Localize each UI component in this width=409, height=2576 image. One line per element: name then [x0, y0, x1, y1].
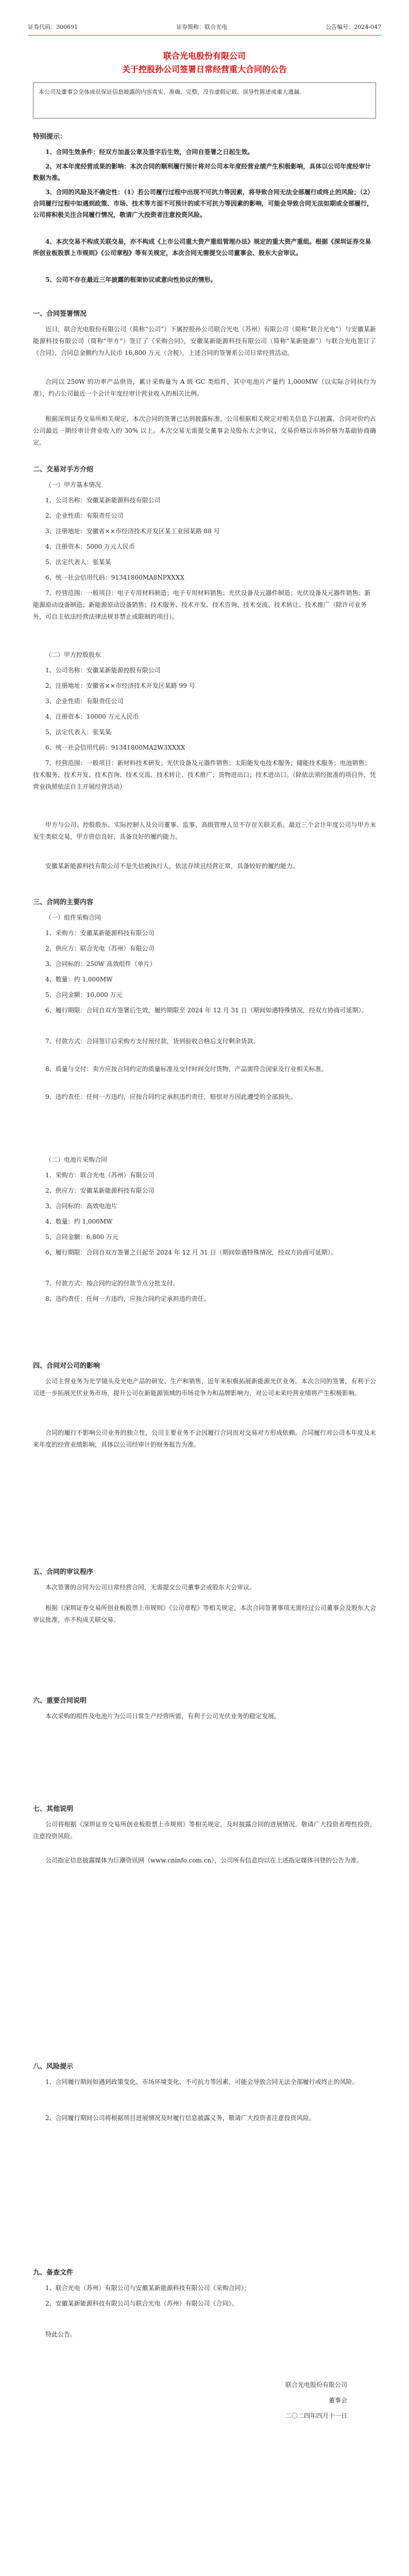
- section-title: 一、合同签署情况: [33, 310, 87, 318]
- paragraph: 根据《深圳证券交易所创业板股票上市规则》《公司章程》等相关规定，本次合同签署事项无需经过公司董事会及股东大会审议批准，亦不构成关联交易。: [33, 1604, 377, 1623]
- signature-date: 二〇二四年四月十一日: [285, 2412, 347, 2419]
- list-item: 3、合同标的：250W 高效组件（单片）: [45, 960, 156, 968]
- special-tip: 4、本次交易不构成关联交易，亦不构成《上市公司重大资产重组管理办法》规定的重大资产重组。根据《深圳证券交易所创业板股票上市规则》《公司章程》等有关规定，本次合同无需提交公司董事会、股东大会审议。: [33, 238, 371, 257]
- special-tip: 1、合同生效条件：经双方加盖公章及签字后生效，合同自签署之日起生效。: [45, 148, 254, 156]
- list-item: 8、质量与交付：卖方应按合同约定的质量标准及交付时间交付货物，产品需符合国家及行业相关标准。: [45, 1065, 328, 1073]
- paragraph: 根据深圳证券交易所相关规定，本次合同的签署已达到披露标准，公司根据相关规定对相关信息予以披露。合同对价约占公司最近一期经审计营业收入的 30% 以上。本次交易无需提交董事会及股东大会审议，交易价格以市场价格为基础协商确定。: [33, 415, 376, 446]
- section-title: 六、重要合同说明: [33, 1697, 87, 1705]
- list-item: 7、经营范围：一般项目：电子专用材料制造；电子专用材料销售；光伏设备及元器件制造；光伏设备及元器件销售；新能源原动设备制造；新能源原动设备销售；技术服务、技术开发、技术咨询、技术交流、技术转让、技术推广（除许可业务外，可自主依法经营法律法规非禁止或限制的项目）。: [33, 589, 371, 620]
- closing-text: 特此公告。: [45, 2331, 77, 2338]
- section-title: 八、风险提示: [33, 2063, 74, 2071]
- list-item: 7、付款方式：按合同约定的付款节点分批支付。: [45, 1280, 179, 1287]
- special-tip: 3、合同的风险及不确定性：（1）若公司履行过程中出现不可抗力等因素，将导致合同无法全部履行或终止的风险；（2）合同履行过程中如遇到政策、市场、技术等方面不可预计的或不可抗力等因素的影响，可能会导致合同无法如期或全部履行，公司将积极关注合同履行情况，敬请广大投资者注意投资风险。: [33, 189, 374, 218]
- list-item: 9、违约责任：任何一方违约，应按合同约定承担违约责任，赔偿对方因此遭受的全部损失。: [45, 1093, 297, 1100]
- paragraph: 安徽某新能源科技有限公司不是失信被执行人，依法存续且经营正常，具备较好的履约能力。: [45, 862, 299, 870]
- list-item: 3、企业性质：有限责任公司: [45, 698, 124, 705]
- paragraph: 本次采购的组件及电池片为公司日常生产经营所需，有利于公司光伏业务的稳定发展。: [45, 1713, 281, 1720]
- announcement-title: 关于控股孙公司签署日常经营重大合同的公告: [122, 64, 287, 74]
- list-item: 5、法定代表人：张某某: [45, 558, 111, 566]
- company-name: 联合光电股份有限公司: [163, 51, 246, 61]
- list-item: 2、企业性质：有限责任公司: [45, 512, 124, 519]
- list-item: 7、经营范围：一般项目：新材料技术研发；光伏设备及元器件销售；太阳能发电技术服务；储能技术服务；电池销售；技术服务、技术开发、技术咨询、技术交流、技术转让、技术推广；货物进出口；技术进出口。（除依法须经批准的项目外，凭营业执照依法自主开展经营活动）: [33, 759, 377, 790]
- paragraph: 近日，联合光电股份有限公司（简称“公司”）下属控股孙公司联合光电（苏州）有限公司（简称“联合光电”）与安徽某新能源科技有限公司（简称“甲方”）签订了《采购合同》，安徽某新能源科技有限公司（简称“某新能源”）与联合光电签订了《合同》，合同总金额约为人民币 16,800 万元（含税），上述合同的签署系公司日常经营活动。: [33, 326, 376, 357]
- list-item: 4、数量：约 1,000MW: [45, 976, 113, 983]
- section-title: 五、合同的审议程序: [33, 1568, 94, 1576]
- special-tip: 5、公司不存在最近三年披露的框架协议或意向性协议的情形。: [45, 276, 217, 283]
- paragraph: 合同的履行不影响公司业务的独立性，公司主要业务不会因履行合同而对交易对方形成依赖。合同履行对公司本年度及未来年度的经营业绩影响，具体以公司经审计的财务报告为准。: [33, 1429, 376, 1448]
- sub-heading: （一）甲方基本情况: [45, 481, 101, 488]
- signature-board: 董事会: [328, 2397, 347, 2404]
- paragraph: 2、合同履行期间公司将根据项目进展情况及时履行信息披露义务，敬请广大投资者注意投资风险。: [45, 2114, 315, 2122]
- paragraph: 本次签署的合同为公司日常经营合同，无需提交公司董事会或股东大会审议。: [45, 1584, 256, 1591]
- section-title: 七、其他说明: [33, 1805, 74, 1813]
- list-item: 2、供应方：安徽某新能源科技有限公司: [45, 1187, 155, 1194]
- list-item: 8、违约责任：任何一方违约，应按合同约定承担违约责任。: [45, 1295, 210, 1302]
- paragraph: 甲方与公司、控股股东、实际控制人及公司董事、监事、高级管理人员不存在关联关系。最近三个会计年度公司与甲方未发生类似交易，甲方资信良好，具备良好的履约能力。: [33, 821, 376, 840]
- announcement-number: 公告编号：2024-047: [326, 24, 381, 30]
- special-tip: 2、对本年度经营成果的影响：本次合同的顺利履行预计将对公司本年度经营业绩产生积极影响，具体以公司年度经审计数据为准。: [33, 163, 371, 181]
- section-title: 九、备查文件: [33, 2269, 74, 2277]
- section-title: 四、合同对公司的影响: [33, 1362, 100, 1370]
- paragraph: 公司将根据《深圳证券交易所创业板股票上市规则》等相关规定，及时披露合同的进展情况。敬请广大投资者理性投资，注意投资风险。: [33, 1821, 376, 1840]
- list-item: 5、合同金额：10,000 万元: [45, 991, 123, 998]
- list-item: 4、数量：约 1,000MW: [45, 1218, 113, 1225]
- list-item: 6、统一社会信用代码：91341800MA2W3XXXX: [45, 744, 185, 751]
- sub-heading: （二）甲方控股股东: [45, 651, 101, 658]
- list-item: 1、公司名称：安徽某新能源控股有限公司: [45, 667, 161, 674]
- paragraph: 公司主营业务为光学镜头及光电产品的研发、生产和销售，近年来积极拓展新能源光伏业务。本次合同的签署，有利于公司进一步拓展光伏业务市场，提升公司在新能源领域的市场竞争力和品牌影响力，对公司未来经营业绩将产生积极影响。: [33, 1378, 376, 1397]
- list-item: 7、付款方式：合同签订后采购方支付预付款，货到验收合格后支付剩余货款。: [45, 1038, 260, 1045]
- list-item: 6、履行期限：合同自双方签署之日起至 2024 年 12 月 31 日（期间如遇特殊情况，经双方协商可延期）。: [45, 1249, 337, 1256]
- special-tips-title: 特别提示：: [33, 133, 67, 141]
- list-item: 1、联合光电（苏州）有限公司与安徽某新能源科技有限公司《采购合同》；: [45, 2284, 250, 2292]
- stock-code: 证券代码：300691: [28, 24, 78, 30]
- list-item: 4、注册资本：10000 万元人民币: [45, 713, 139, 720]
- list-item: 5、合同金额：6,800 万元: [45, 1233, 118, 1241]
- paragraph: 1、合同履行期间如遇到政策变化、市场环境变化、不可抗力等因素，可能会导致合同无法全部履行或终止的风险。: [45, 2078, 359, 2086]
- signature-company: 联合光电股份有限公司: [285, 2381, 347, 2388]
- list-item: 4、注册资本：5000 万元人民币: [45, 543, 135, 550]
- list-item: 3、合同标的：高效电池片: [45, 1202, 117, 1210]
- stock-name: 证券简称：联合光电: [176, 24, 228, 30]
- list-item: 5、法定代表人：张某某: [45, 728, 111, 736]
- paragraph: 公司指定信息披露媒体为巨潮资讯网（www.cninfo.com.cn），公司所有信息均以在上述指定媒体刊登的公告为准。: [45, 1857, 363, 1864]
- list-item: 2、安徽某新能源科技有限公司与联合光电（苏州）有限公司《合同》。: [45, 2300, 238, 2307]
- section-title: 二、交易对手方介绍: [33, 466, 94, 473]
- disclosure-notice-box: 本公司及董事会全体成员保证信息披露的内容真实、准确、完整，没有虚假记载、误导性陈述或重大遗漏。: [33, 82, 376, 118]
- list-item: 2、供应方：联合光电（苏州）有限公司: [45, 945, 155, 952]
- section-title: 三、合同的主要内容: [33, 899, 94, 906]
- sub-heading: （一）组件采购合同: [45, 914, 101, 921]
- list-item: 6、履行期限：合同自双方签署后生效，履约期限至 2024 年 12 月 31 日（期间如遇特殊情况，经双方协商可延期）。: [45, 1007, 368, 1014]
- list-item: 1、采购方：安徽某新能源科技有限公司: [45, 929, 155, 937]
- list-item: 2、注册地址：安徽省××市经济技术开发区某路 99 号: [45, 682, 195, 689]
- header-bar: [28, 21, 381, 36]
- list-item: 6、统一社会信用代码：91341800MA8NPXXXX: [45, 574, 185, 581]
- paragraph: 合同以 250W 的功率产品供货，累计采购量为 A 级 GC 类组件，其中电池片产量约 1,000MW（以实际合同执行为准），约占公司最近一个会计年度经审计营业收入的相关比例。: [33, 378, 376, 397]
- list-item: 1、采购方：联合光电（苏州）有限公司: [45, 1172, 155, 1179]
- sub-heading: （二）电池片采购合同: [45, 1156, 108, 1163]
- list-item: 1、公司名称：安徽某新能源科技有限公司: [45, 497, 161, 504]
- list-item: 3、注册地址：安徽省××市经济技术开发区某工业园某路 88 号: [45, 528, 220, 535]
